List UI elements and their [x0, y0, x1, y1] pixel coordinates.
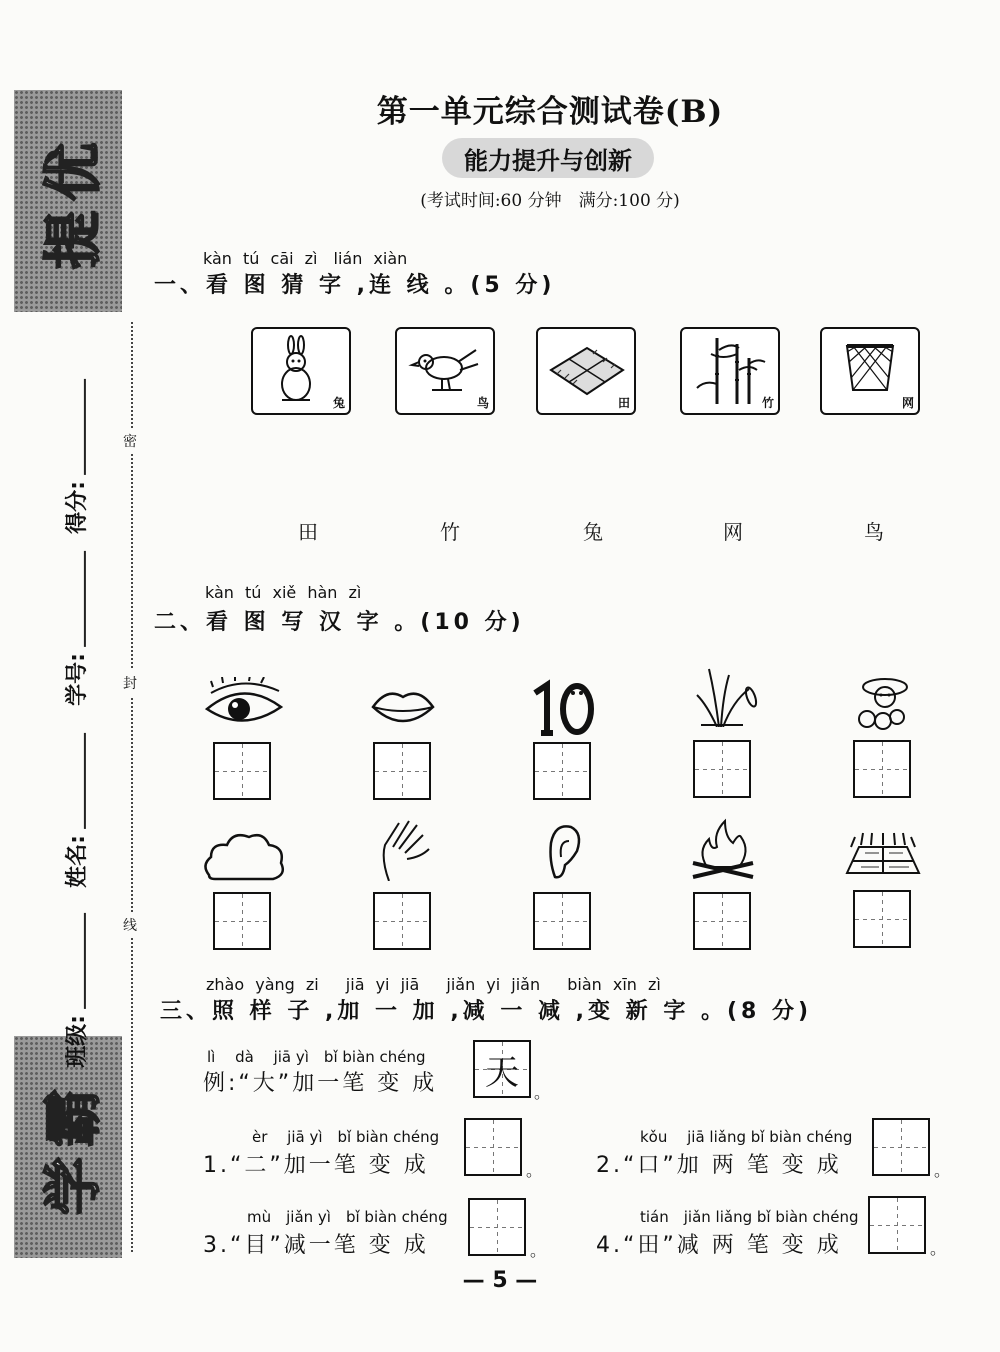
- net-glyph: 网: [901, 396, 914, 410]
- fire-icon: [679, 817, 767, 879]
- score-label: 得分:: [64, 480, 90, 534]
- seal-char-mi: 密: [123, 428, 137, 454]
- bamboo-glyph: 竹: [761, 396, 774, 410]
- picture-bird: [395, 327, 495, 415]
- ten-picture: [518, 676, 608, 740]
- bird-icon: [402, 334, 488, 408]
- item4-period: 。: [930, 1239, 947, 1258]
- picture-bamboo: [680, 327, 780, 415]
- item1-pinyin: èr jiā yì bǐ biàn chéng: [252, 1128, 440, 1146]
- write-box-1[interactable]: [213, 742, 271, 800]
- item2-period: 。: [934, 1161, 951, 1180]
- ear-icon: [519, 821, 607, 883]
- stamp-top-text: 提优: [39, 132, 108, 270]
- picture-rabbit: [251, 327, 351, 415]
- item2-text: 2.“口”加 两 笔 变 成: [596, 1153, 842, 1178]
- example-answer: 天: [485, 1052, 519, 1093]
- choice-tian[interactable]: 田: [298, 520, 318, 544]
- student-id-label: 学号:: [64, 652, 90, 706]
- section3-heading: 三、照 样 子 ,加 一 加 ,减 一 减 ,变 新 字 。(8 分): [160, 999, 813, 1024]
- page-number: — 5 —: [462, 1268, 538, 1293]
- rabbit-glyph: 兔: [332, 396, 345, 410]
- write-box-9[interactable]: [693, 892, 751, 950]
- section3-pinyin: zhào yàng zi jiā yi jiā jiǎn yi jiǎn biàn xīn zì: [206, 975, 661, 994]
- field-patch-icon: [839, 823, 927, 885]
- item3-pinyin: mù jiǎn yì bǐ biàn chéng: [247, 1208, 448, 1226]
- name-field[interactable]: [40, 730, 110, 890]
- exam-info: (考试时间:60 分钟 满分:100 分): [420, 191, 680, 211]
- rabbit-icon: [258, 334, 344, 408]
- write-box-8[interactable]: [533, 892, 591, 950]
- write-box-2[interactable]: [373, 742, 431, 800]
- class-field[interactable]: [40, 910, 110, 1070]
- class-line[interactable]: [65, 913, 85, 1009]
- net-icon: [827, 334, 913, 408]
- choice-tu[interactable]: 兔: [583, 520, 603, 544]
- section1-heading: 一、看 图 猜 字 ,连 线 。(5 分): [154, 273, 556, 298]
- hand-icon: [359, 819, 447, 881]
- hand-picture: [358, 818, 448, 882]
- mouth-icon: [359, 677, 447, 739]
- item1-text: 1.“二”加一笔 变 成: [203, 1153, 429, 1178]
- section1-pinyin: kàn tú cāi zì lián xiàn: [203, 249, 408, 268]
- student-id-field[interactable]: [40, 548, 110, 708]
- section2-pinyin: kàn tú xiě hàn zì: [205, 583, 362, 602]
- student-id-line[interactable]: [65, 551, 85, 647]
- bamboo-icon: [687, 334, 773, 408]
- example-pinyin: lì dà jiā yì bǐ biàn chéng: [207, 1048, 426, 1066]
- choice-zhu[interactable]: 竹: [440, 520, 460, 544]
- seal-char-xian: 线: [123, 912, 137, 938]
- score-field[interactable]: [40, 376, 110, 536]
- fire-picture: [678, 816, 768, 880]
- write-box-6[interactable]: [213, 892, 271, 950]
- item1-period: 。: [526, 1161, 543, 1180]
- class-label: 班级:: [64, 1014, 90, 1068]
- field-patch-picture: [838, 822, 928, 886]
- ten-icon: [519, 677, 607, 739]
- page-title: 第一单元综合测试卷(B): [376, 94, 724, 130]
- item1-answer-box[interactable]: [464, 1118, 522, 1176]
- cloud-picture: [198, 824, 288, 888]
- item2-pinyin: kǒu jiā liǎng bǐ biàn chéng: [640, 1128, 853, 1146]
- eye-icon: [199, 677, 287, 739]
- item4-pinyin: tián jiǎn liǎng bǐ biàn chéng: [640, 1208, 859, 1226]
- rice-plant-icon: [679, 665, 767, 727]
- seal-dashed-line: [131, 322, 133, 1252]
- seal-char-feng: 封: [123, 670, 137, 696]
- write-box-3[interactable]: [533, 742, 591, 800]
- item2-answer-box[interactable]: [872, 1118, 930, 1176]
- picture-field: [536, 327, 636, 415]
- section2-heading: 二、看 图 写 汉 字 。(10 分): [154, 610, 525, 635]
- write-box-7[interactable]: [373, 892, 431, 950]
- score-line[interactable]: [65, 379, 85, 475]
- subtitle-badge: 能力提升与创新: [442, 138, 654, 178]
- item4-answer-box[interactable]: [868, 1196, 926, 1254]
- eye-picture: [198, 676, 288, 740]
- write-box-10[interactable]: [853, 890, 911, 948]
- write-box-4[interactable]: [693, 740, 751, 798]
- name-label: 姓名:: [64, 834, 90, 888]
- example-text: 例:“大”加一笔 变 成: [203, 1071, 438, 1096]
- item3-period: 。: [530, 1241, 547, 1260]
- rice-plant-picture: [678, 664, 768, 728]
- field-glyph: 田: [617, 396, 630, 410]
- picture-net: [820, 327, 920, 415]
- cloud-icon: [199, 825, 287, 887]
- example-period: 。: [534, 1083, 551, 1102]
- worm-icon: [839, 671, 927, 733]
- item4-text: 4.“田”减 两 笔 变 成: [596, 1233, 842, 1258]
- choice-wang[interactable]: 网: [723, 520, 743, 544]
- write-box-5[interactable]: [853, 740, 911, 798]
- stamp-top: [14, 90, 122, 312]
- item3-answer-box[interactable]: [468, 1198, 526, 1256]
- bird-glyph: 鸟: [476, 396, 489, 410]
- worm-picture: [838, 670, 928, 734]
- example-answer-box: [473, 1040, 531, 1098]
- field-icon: [543, 334, 629, 408]
- mouth-picture: [358, 676, 448, 740]
- stamp-bottom-text: 学霸: [39, 1078, 108, 1216]
- ear-picture: [518, 820, 608, 884]
- choice-niao[interactable]: 鸟: [864, 520, 884, 544]
- item3-text: 3.“目”减一笔 变 成: [203, 1233, 429, 1258]
- name-line[interactable]: [65, 733, 85, 829]
